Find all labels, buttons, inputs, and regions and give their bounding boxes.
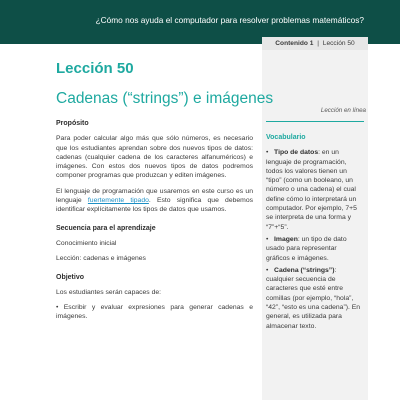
vocabulary-definition: : cualquier secuencia de caracteres que esté entre comillas (por ejemplo, “hola”, “42”, “esto es una cadena”). En general, es utilizada para almacenar texto. [266, 266, 361, 330]
purpose-paragraph-1: Para poder calcular algo más que sólo números, es necesario que los estudiantes aprendan sobre dos nuevos tipos de datos: cadenas (cualquier cadena de los caracteres alfanuméricos) e imágenes. Con estos dos nuevos tipos de datos podremos componer programas que produzcan y editen imágenes. [56, 135, 253, 180]
lesson-mode: Lección en línea [320, 107, 366, 114]
content-label: Contenido 1 [275, 40, 314, 47]
content-lesson-label [262, 37, 368, 50]
vocabulary-term: Imagen [274, 235, 298, 243]
objective-intro: Los estudiantes serán capaces de: [56, 288, 162, 296]
vocabulary-divider [266, 121, 364, 122]
objective-heading: Objetivo [56, 273, 85, 281]
sequence-prior-knowledge: Conocimiento inicial [56, 239, 117, 247]
vocabulary-term: Cadena (“strings”) [274, 266, 335, 274]
vocabulary-item: • Tipo de datos: en un lenguaje de programación, todos los valores tienen un “tipo” (como un booleano, un número o una cadena) el cual define cómo lo interpretará un computador. Por ejemplo, 7+5 se interpreta de una forma y “7”+“5”. [266, 149, 357, 231]
vocabulary-definition: : en un lenguaje de programación, todos los valores tienen un “tipo” (como un booleano, un número o una cadena) el cual define cómo lo interpretará un computador. Por ejemplo, 7+5 se interpreta de una forma y “7”+“5”. [266, 149, 357, 231]
sequence-lesson: Lección: cadenas e imágenes [56, 255, 146, 263]
lesson-label: Lección 50 [322, 40, 355, 47]
strongly-typed-link[interactable]: fuertemente tipado [87, 197, 149, 205]
purpose-paragraph-2-start: El lenguaje de programación que usaremos en este curso es un lenguaje [56, 187, 253, 205]
vocabulary-item: • Imagen: un tipo de dato usado para representar gráficos e imágenes. [266, 235, 347, 262]
purpose-heading: Propósito [56, 120, 89, 127]
vocabulary-definition: : un tipo de dato usado para representar gráficos e imágenes. [266, 235, 347, 262]
purpose-paragraph-2-end: . Esto significa que debemos identificar explícitamente los tipos de datos que usamos. [56, 197, 253, 214]
course-title: ¿Cómo nos ayuda el computador para resolver problemas matemáticos? [95, 15, 364, 25]
purpose-paragraph-2 [56, 187, 253, 215]
main-content [56, 119, 253, 328]
lesson-number: Lección 50 [56, 60, 134, 77]
vocabulary-term: Tipo de datos [274, 149, 319, 157]
sequence-heading: Secuencia para el aprendizaje [56, 224, 156, 232]
label-separator: | [317, 40, 319, 47]
lesson-title: Cadenas (“strings”) e imágenes [56, 90, 274, 107]
vocabulary-panel [266, 133, 362, 334]
vocabulary-item: • Cadena (“strings”): cualquier secuencia de caracteres que esté entre comillas (por ejemplo, “hola”, “42”, “esto es una cadena”). En general, es utilizada para almacenar texto. [266, 266, 361, 330]
vocabulary-heading: Vocabulario [266, 134, 306, 141]
objective-bullet: • Escribir y evaluar expresiones para generar cadenas e imágenes. [56, 304, 253, 321]
